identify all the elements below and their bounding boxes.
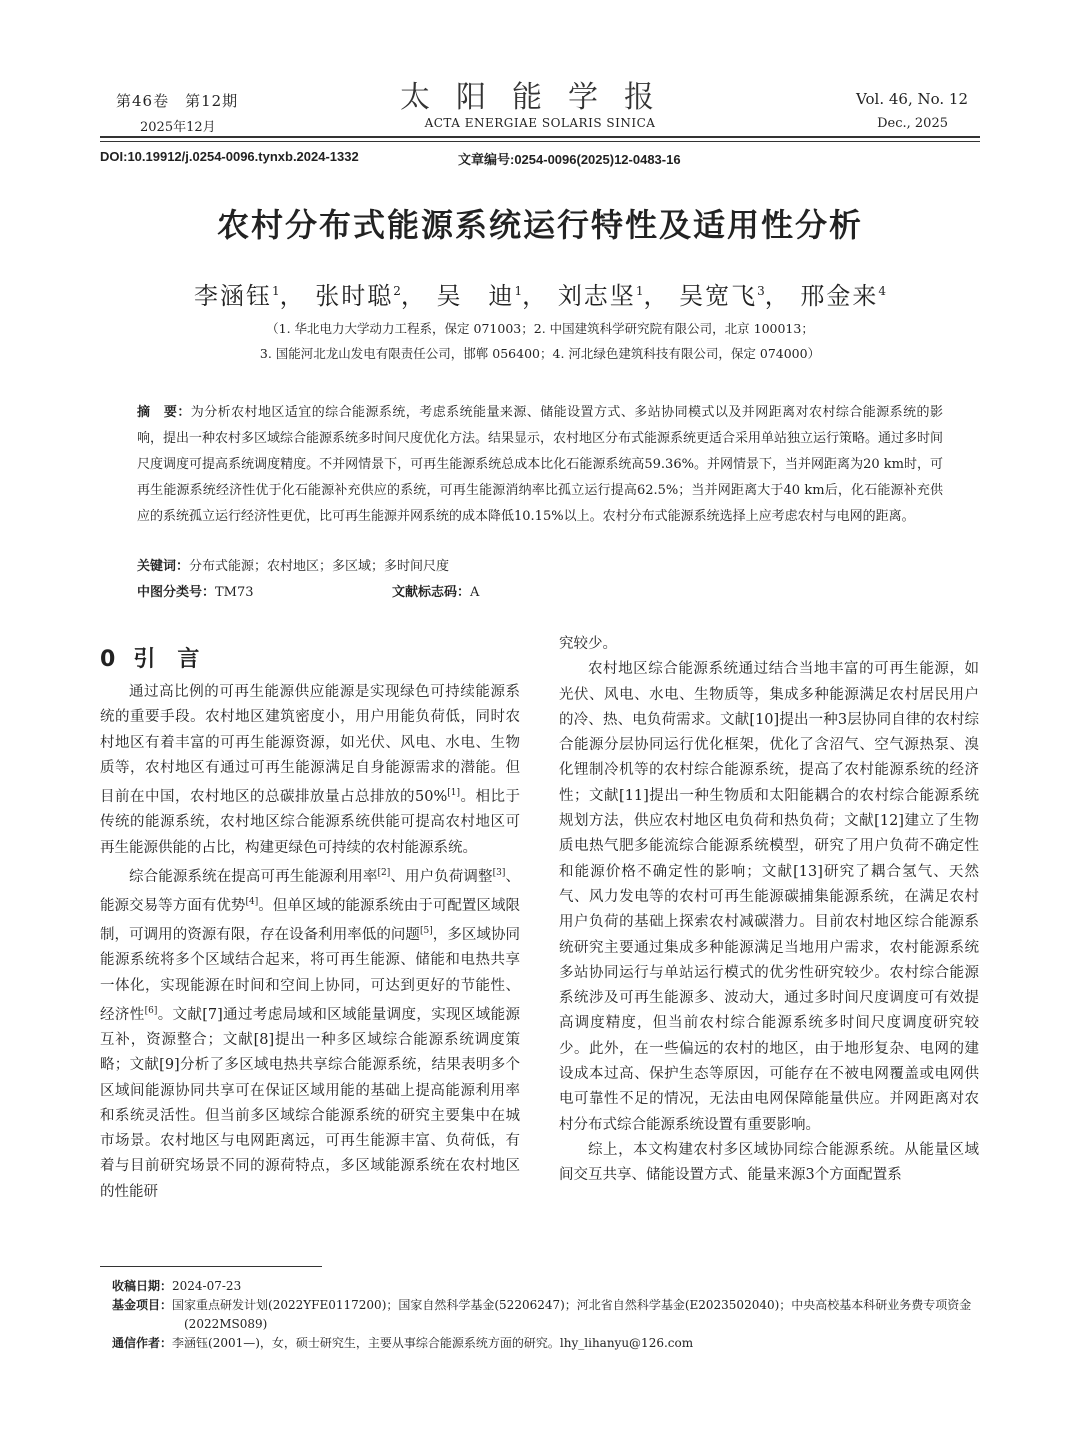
funding: 基金项目：国家重点研发计划(2022YFE0117200)；国家自然科学基金(52206247)；河北省自然科学基金(E2023502040)；中央高校基本科研业务费专项资金(2022MS089) [112,1298,972,1331]
author: 刘志坚$^1$， [557,282,670,310]
citation: [2] [377,867,391,878]
journal-title-en: ACTA ENERGIAE SOLARIS SINICA [424,116,656,130]
keywords [137,555,449,574]
author: 李涵钰$^1$， [193,282,306,310]
author-list [0,276,1080,311]
volume-issue-en: Vol. 46, No. 12 [856,90,968,108]
document-code [392,581,479,600]
classification-value: TM73 [215,585,254,600]
classification [137,581,254,600]
author: 吴 迪$^1$， [436,282,549,310]
footnote-rule [100,1266,322,1267]
document-code-value: A [470,585,480,600]
abstract-label: 摘 要： [137,405,191,420]
section-number: 0 [100,647,116,672]
doi: DOI:10.19912/j.0254-0096.tynxb.2024-1332 [100,149,359,164]
header-rule-thick [100,136,980,138]
paragraph: 农村地区综合能源系统通过结合当地丰富的可再生能源，如光伏、风电、水电、生物质等，集成多种能源满足农村居民用户的冷、热、电负荷需求。文献[10]提出一种3层协同自律的农村综合能源分层协同运行优化框架，优化了含沼气、空气源热泵、溴化锂制冷机等的农村综合能源系统，提高了农村能源系统的经济性；文献[11]提出一种生物质和太阳能耦合的农村综合能源系统规划方法，供应农村地区电负荷和热负荷；文献[12]建立了生物质电热气肥多能流综合能源系统模型，研究了用户负荷不确定性和能源价格不确定性的影响；文献[13]研究了耦合氢气、天然气、风力发电等的农村可再生能源碳捕集能源系统，在满足农村用户负荷的基础上探索农村减碳潜力。目前农村地区综合能源系统研究主要通过集成多种能源满足当地用户需求，农村能源系统多站协同运行与单站运行模式的优劣性研究较少。农村综合能源系统涉及可再生能源多、波动大，通过多时间尺度调度可有效提高调度精度，但当前农村综合能源系统多时间尺度调度研究较少。此外，在一些偏远的农村的地区，由于地形复杂、电网的建设成本过高、保护生态等原因，可能存在不被电网覆盖或电网供电可靠性不足的情况，无法由电网保障能量供应。并网距离对农村分布式综合能源系统设置有重要影响。 [559,661,979,1133]
journal-title-cn: 太阳能学报 [400,80,680,115]
affiliation-line-1: （1. 华北电力大学动力工程系，保定 071003；2. 中国建筑科学研究院有限公司，北京 100013； [266,321,814,336]
received-date: 收稿日期：2024-07-23 [112,1279,242,1293]
author: 吴宽飞$^3$， [679,282,791,310]
paragraph: 综上，本文构建农村多区域协同综合能源系统。从能量区域间交互共享、储能设置方式、能量来源3个方面配置系 [559,1141,979,1184]
date-cn: 2025年12月 [140,120,216,135]
corresponding-author: 通信作者：李涵钰(2001—)，女，硕士研究生，主要从事综合能源系统方面的研究。lhy_lihanyu@126.com [112,1336,694,1350]
citation: [1] [447,788,460,799]
volume-issue-cn: 第46卷 第12期 [116,92,239,110]
paragraph: 综合能源系统在提高可再生能源利用率[2]、用户负荷调整[3]、能源交易等方面有优势[4]。但单区域的能源系统由于可配置区域限制，可调用的资源有限，存在设备利用率低的问题[5]，多区域协同能源系统将多个区域结合起来，将可再生能源、储能和电热共享一体化，实现能源在时间和空间上协同，可达到更好的节能性、经济性[6]。文献[7]通过考虑局域和区域能量调度，实现区域能源互补，资源整合；文献[8]提出一种多区域综合能源系统调度策略；文献[9]分析了多区域电热共享综合能源系统，结果表明多个区域间能源协同共享可在保证区域用能的基础上提高能源利用率和系统灵活性。但当前多区域综合能源系统的研究主要集中在城市场景。农村地区与电网距离远，可再生能源丰富、负荷低，有着与目前研究场景不同的源荷特点，多区域能源系统在农村地区的性能研 [100,867,521,1200]
citation: [3] [492,867,506,878]
article-number: 文章编号:0254-0096(2025)12-0483-16 [458,152,681,167]
document-code-label: 文献标志码： [392,585,471,600]
keywords-text: 分布式能源；农村地区；多区域；多时间尺度 [189,559,450,574]
section-title: 引言 [133,647,222,672]
paragraph-continuation: 究较少。 [559,636,617,652]
header-rule-thin [100,141,980,142]
abstract [137,400,943,530]
affiliation-line-2: 3. 国能河北龙山发电有限责任公司，邯郸 056400；4. 河北绿色建筑科技有限公司，保定 074000） [259,346,821,361]
citation: [6] [144,1005,158,1016]
citation: [4] [245,897,259,908]
date-en: Dec., 2025 [877,116,948,131]
section-heading [100,642,221,673]
citation: [5] [419,926,433,937]
classification-label: 中图分类号： [137,585,216,600]
right-column [559,632,979,1189]
keywords-label: 关键词： [137,559,190,574]
author: 邢金来$^4$ [800,282,887,310]
paragraph: 通过高比例的可再生能源供应能源是实现绿色可持续能源系统的重要手段。农村地区建筑密度小，用户用能负荷低，同时农村地区有着丰富的可再生能源资源，如光伏、风电、水电、生物质等，农村地区有通过可再生能源满足自身能源需求的潜能。但目前在中国，农村地区的总碳排放量占总排放的50%[1]。相比于传统的能源系统，农村地区综合能源系统供能可提高农村地区可再生能源供能的占比，构建更绿色可持续的农村能源系统。 [100,684,521,856]
paper-title: 农村分布式能源系统运行特性及适用性分析 [216,206,863,244]
left-column [100,680,520,1205]
author: 张时聪$^2$， [315,282,427,310]
abstract-text: 为分析农村地区适宜的综合能源系统，考虑系统能量来源、储能设置方式、多站协同模式以及并网距离对农村综合能源系统的影响，提出一种农村多区域综合能源系统多时间尺度优化方法。结果显示，农村地区分布式能源系统更适合采用单站独立运行策略。通过多时间尺度调度可提高系统调度精度。不并网情景下，可再生能源系统总成本比化石能源系统高59.36%。并网情景下，当并网距离为20 km时，可再生能源系统经济性优于化石能源补充供应的系统，可再生能源消纳率比孤立运行提高62.5%；当并网距离大于40 km后，化石能源补充供应的系统孤立运行经济性更优，比可再生能源并网系统的成本降低10.15%以上。农村分布式能源系统选择上应考虑农村与电网的距离。 [137,405,944,524]
